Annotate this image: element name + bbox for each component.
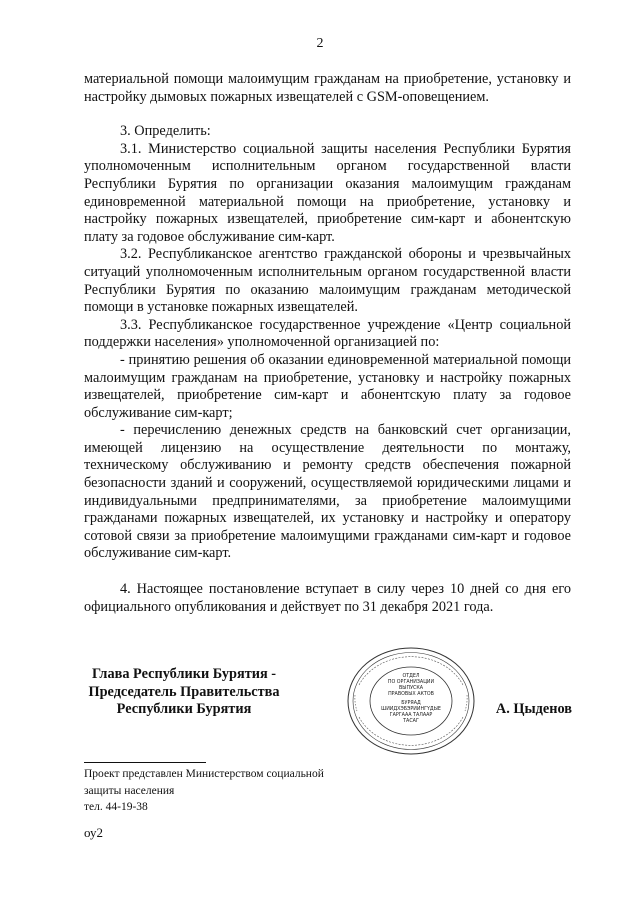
footnote-phone: тел. 44-19-38 [84, 801, 148, 813]
stamp-text: ТАСАГ [403, 719, 419, 724]
signature-title [84, 666, 284, 719]
stamp-text: ПРАВОВЫХ АКТОВ [388, 692, 434, 697]
paragraph-3-3: 3.3. Республиканское государственное учреждение «Центр социальной поддержки населения» уполномоченной организацией по: [84, 316, 571, 351]
paragraph-continuation: материальной помощи малоимущим гражданам на приобретение, установку и настройку дымовых пожарных извещателей с GSM-оповещением. [84, 71, 571, 105]
paragraph-4: 4. Настоящее постановление вступает в силу через 10 дней со дня его официального опубликования и действует по 31 декабря 2021 года. [84, 581, 571, 615]
signer-name: А. Цыденов [495, 701, 572, 717]
footnote-line: Проект представлен Министерством социальной [84, 768, 324, 780]
paragraph-3-3-item-2: - перечислению денежных средств на банковский счет организации, имеющей лицензию на осуществление деятельности по монтажу, техническому обслуживанию и ремонту средств обеспечения пожарной безопасности зданий и сооружений, осуществляемой юридическими лицами и индивидуальными предпринимателями, за приобретение малоимущими гражданами пожарных извещателей, их установку и настройку и оператору сотовой связи за приобретение малоимущими гражданами сим-карт и годовое обслуживание сим-карт. [84, 422, 571, 562]
footnote [84, 766, 404, 841]
paragraph-3-3-item-1: - принятию решения об оказании единовременной материальной помощи малоимущим гражданам на приобретение, установку и настройку пожарных извещателей, приобретение сим-карт и абонентскую плату за годовое обслуживание сим-карт; [84, 351, 571, 421]
paragraph-3-2: 3.2. Республиканское агентство гражданской обороны и чрезвычайных ситуаций уполномоченным исполнительным органом государственной власти Республики Бурятия по оказанию малоимущим гражданам методической помощи в установке пожарных извещателей. [84, 246, 571, 316]
stamp-text: ОТДЕЛ [402, 674, 420, 679]
paragraph-3: 3. Определить: [120, 123, 211, 140]
footnote-divider [84, 762, 206, 763]
stamp-text: ШИИДХЭБЭРИИНГҮДЫЕ [381, 707, 441, 712]
signature-title-line: Председатель Правительства [88, 683, 280, 700]
official-stamp [345, 645, 477, 757]
stamp-text: ГАРГААА ТАЛААР [389, 713, 433, 718]
signature-title-line: Глава Республики Бурятия - [91, 666, 277, 682]
stamp-text: ВЫПУСКА [398, 686, 424, 691]
stamp-text: БУРЯАД [401, 701, 421, 706]
footnote-line: защиты населения [84, 784, 175, 797]
footnote-code: оу2 [84, 824, 104, 840]
stamp-text: ПО ОРГАНИЗАЦИИ [387, 680, 435, 685]
page-number: 2 [316, 36, 324, 51]
document-body [84, 71, 571, 616]
paragraph-3-1: 3.1. Министерство социальной защиты населения Республики Бурятия уполномоченным исполнительным органом государственной власти Республики Бурятия по организации оказания малоимущим гражданам единовременной материальной помощи на приобретение, установку и настройку пожарных извещателей, приобретение сим-карт и абонентскую плату за годовое обслуживание сим-карт. [84, 140, 571, 245]
signature-title-line: Республики Бурятия [116, 701, 252, 717]
